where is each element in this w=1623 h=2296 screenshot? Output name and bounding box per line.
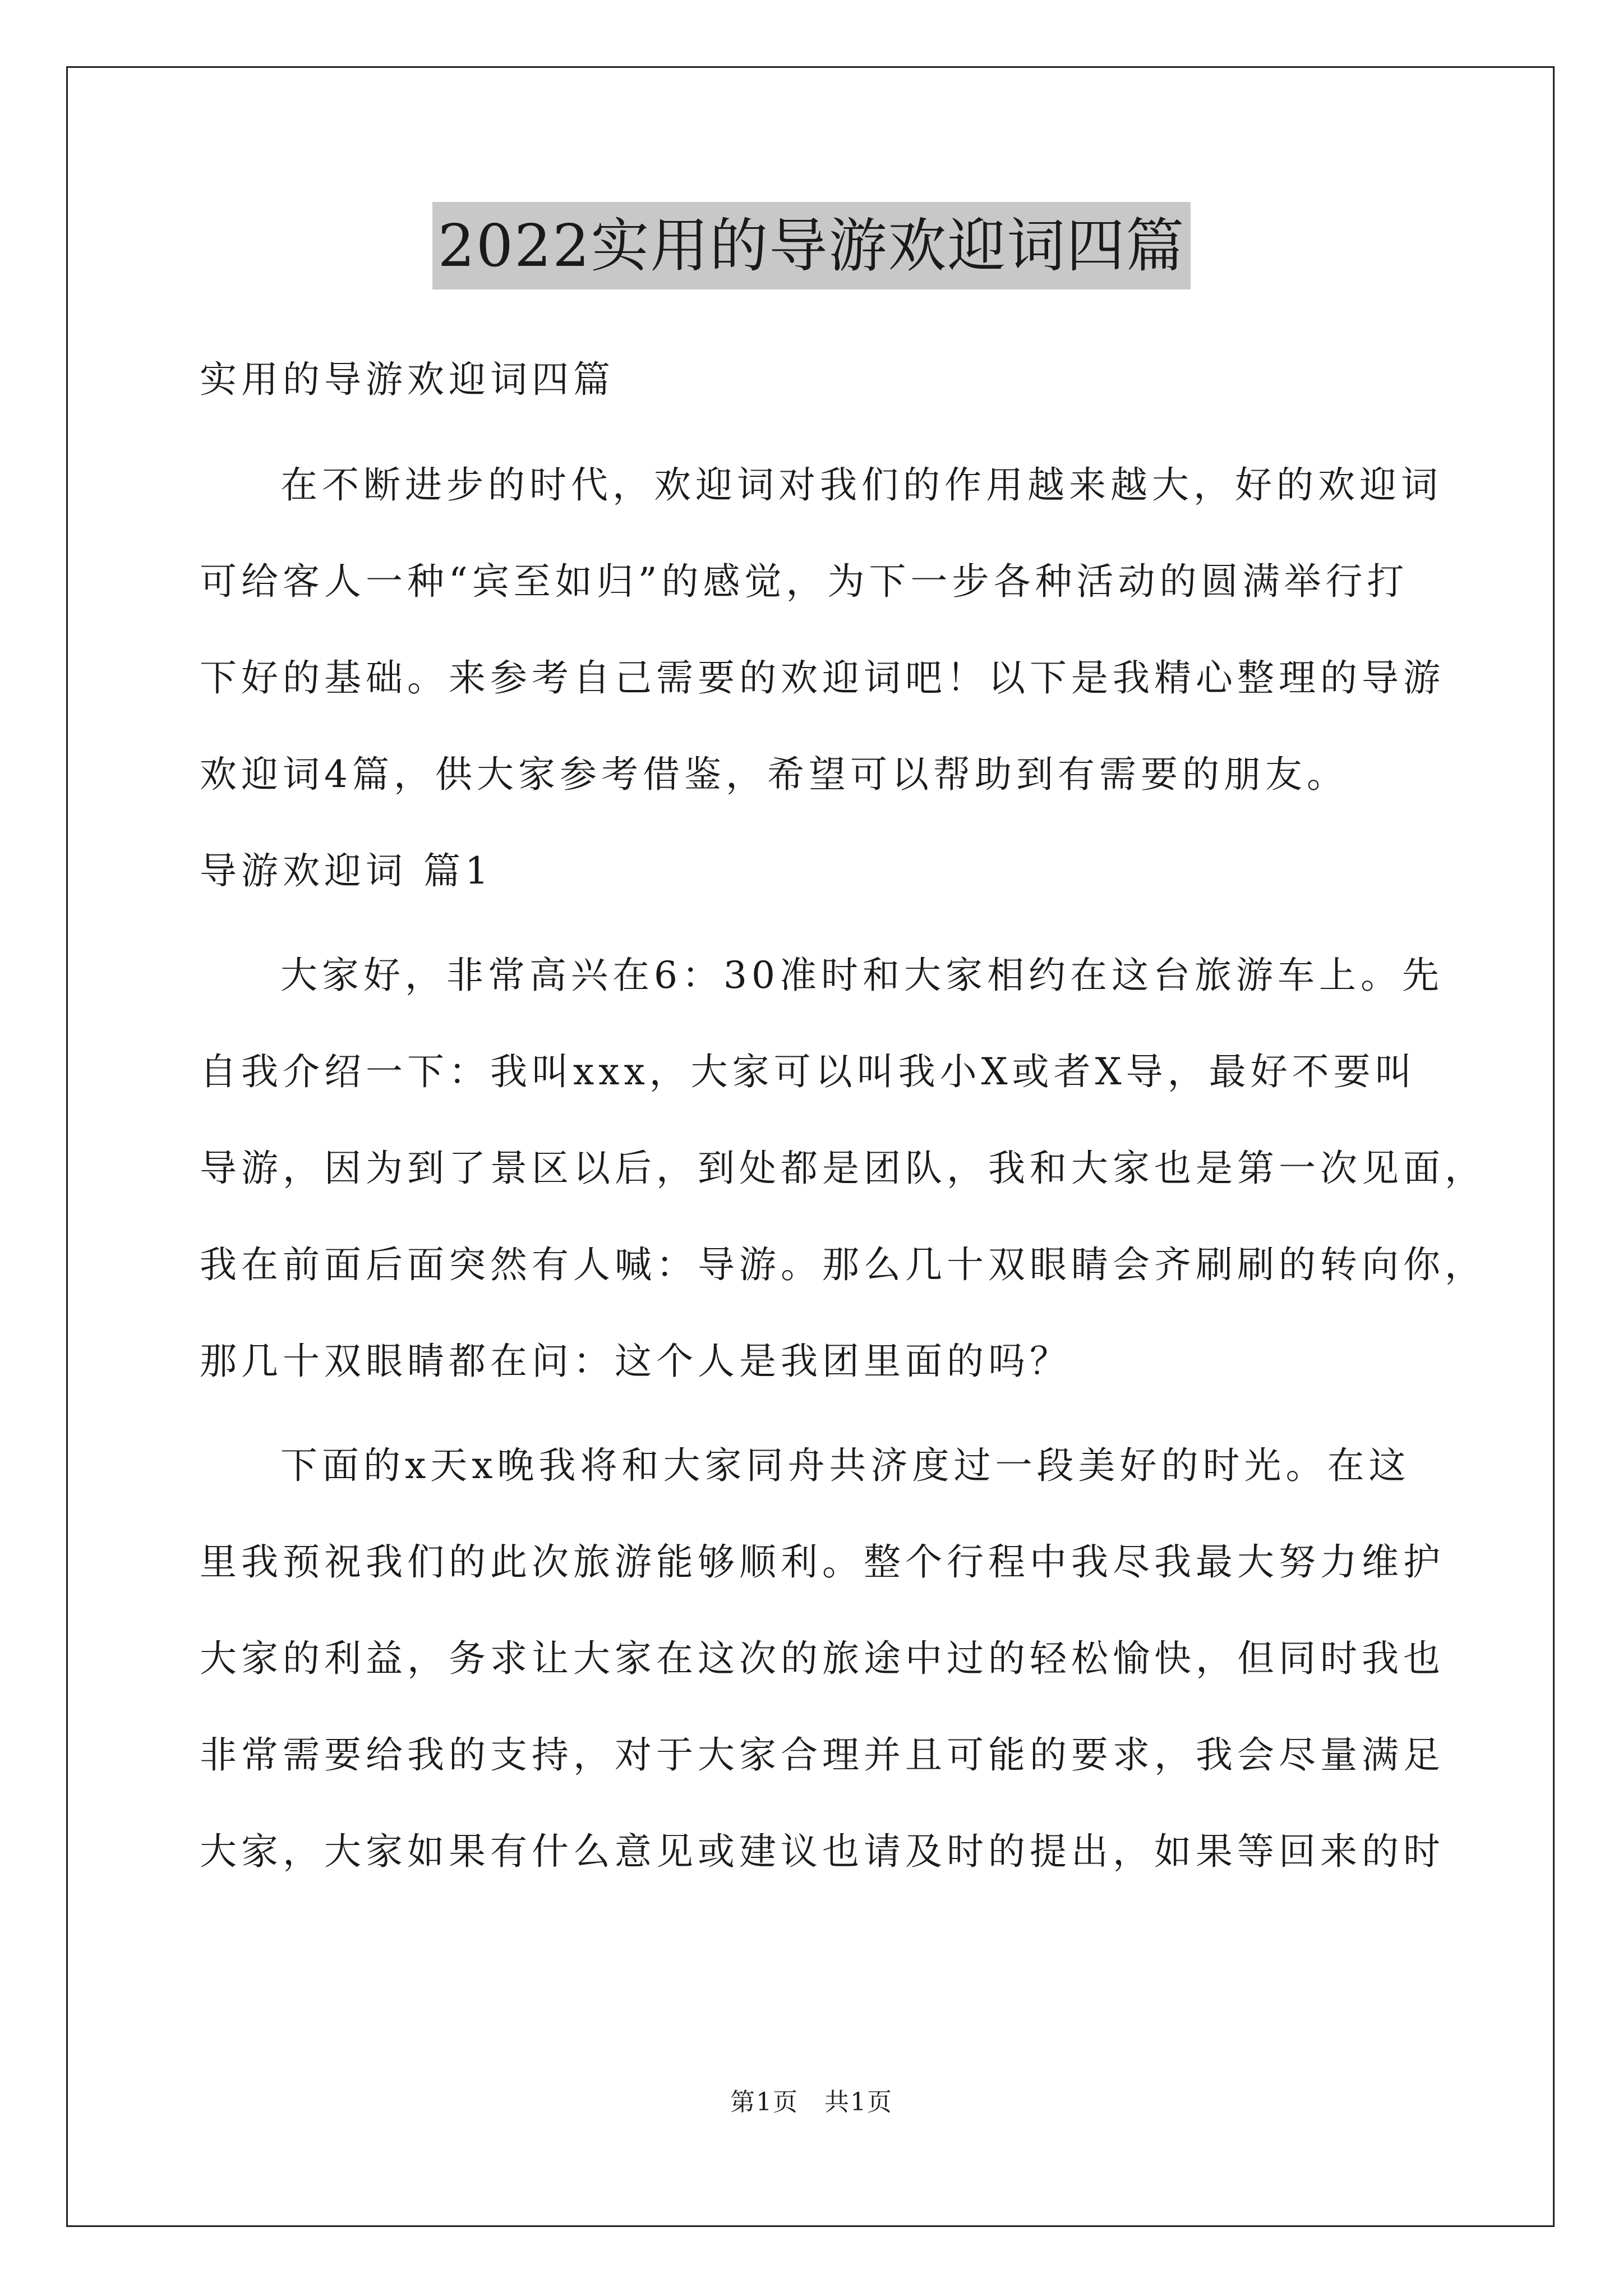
title-container bbox=[0, 202, 1623, 289]
document-subtitle: 实用的导游欢迎词四篇 bbox=[200, 358, 615, 401]
section-heading: 导游欢迎词 篇1 bbox=[200, 849, 493, 892]
intro-line-3: 下好的基础。来参考自己需要的欢迎词吧！以下是我精心整理的导游 bbox=[200, 656, 1445, 700]
intro-line-1: 在不断进步的时代，欢迎词对我们的作用越来越大，好的欢迎词 bbox=[280, 463, 1442, 507]
para1-line-2: 自我介绍一下：我叫xxx，大家可以叫我小X或者X导，最好不要叫 bbox=[200, 1050, 1417, 1093]
para2-line-4: 非常需要给我的支持，对于大家合理并且可能的要求，我会尽量满足 bbox=[200, 1733, 1445, 1777]
para1-line-1: 大家好，非常高兴在6：30准时和大家相约在这台旅游车上。先 bbox=[280, 954, 1444, 997]
para2-line-3: 大家的利益，务求让大家在这次的旅途中过的轻松愉快，但同时我也 bbox=[200, 1637, 1445, 1680]
para1-line-4: 我在前面后面突然有人喊：导游。那么几十双眼睛会齐刷刷的转向你， bbox=[200, 1243, 1486, 1286]
document-title: 2022实用的导游欢迎词四篇 bbox=[432, 202, 1191, 289]
intro-line-2: 可给客人一种“宾至如归”的感觉，为下一步各种活动的圆满举行打 bbox=[200, 560, 1409, 603]
para1-line-5: 那几十双眼睛都在问：这个人是我团里面的吗？ bbox=[200, 1340, 1071, 1383]
para2-line-1: 下面的x天x晚我将和大家同舟共济度过一段美好的时光。在这 bbox=[280, 1444, 1410, 1487]
para1-line-3: 导游，因为到了景区以后，到处都是团队，我和大家也是第一次见面， bbox=[200, 1147, 1486, 1190]
para2-line-5: 大家，大家如果有什么意见或建议也请及时的提出，如果等回来的时 bbox=[200, 1830, 1445, 1873]
intro-line-4: 欢迎词4篇，供大家参考借鉴，希望可以帮助到有需要的朋友。 bbox=[200, 753, 1348, 796]
page-footer: 第1页 共1页 bbox=[730, 2088, 893, 2116]
para2-line-2: 里我预祝我们的此次旅游能够顺利。整个行程中我尽我最大努力维护 bbox=[200, 1540, 1445, 1584]
